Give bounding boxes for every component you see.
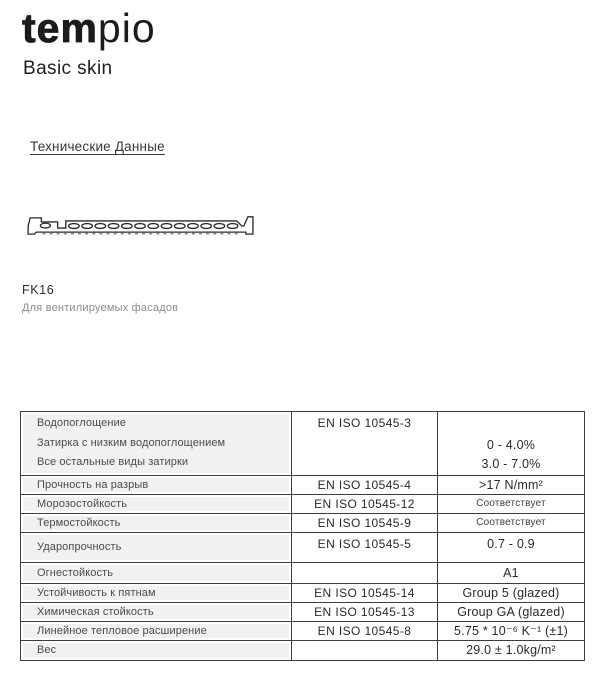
standard-cell bbox=[292, 562, 438, 583]
value-cell bbox=[438, 412, 585, 476]
value-cell: Group 5 (glazed) bbox=[438, 583, 585, 602]
brand-logo bbox=[22, 6, 156, 51]
standard-cell bbox=[292, 640, 438, 660]
property-line: Затирка с низким водопоглощением bbox=[37, 436, 226, 449]
product-line-subtitle: Basic skin bbox=[23, 58, 113, 79]
property-cell: Прочность на разрыв bbox=[21, 475, 292, 494]
value-line: 0 - 4.0% bbox=[486, 437, 536, 452]
table-row bbox=[21, 562, 585, 583]
value-cell: 29.0 ± 1.0kg/m² bbox=[438, 640, 585, 660]
table-row bbox=[21, 640, 585, 660]
property-cell: Устойчивость к пятнам bbox=[21, 583, 292, 602]
property-cell bbox=[21, 412, 292, 476]
value-cell: A1 bbox=[438, 562, 585, 583]
value-line: 3.0 - 7.0% bbox=[481, 457, 541, 471]
table-row bbox=[21, 412, 585, 476]
standard-cell: EN ISO 10545-12 bbox=[292, 494, 438, 513]
standard-cell: EN ISO 10545-4 bbox=[292, 475, 438, 494]
value-line bbox=[438, 416, 584, 436]
table-row bbox=[21, 583, 585, 602]
brand-logo-light-part: pio bbox=[97, 5, 156, 51]
property-cell: Линейное тепловое расширение bbox=[21, 621, 292, 640]
property-cell: Огнестойкость bbox=[21, 562, 292, 583]
property-line: Все остальные виды затирки bbox=[37, 456, 189, 468]
value-cell: Соответствует bbox=[438, 494, 585, 513]
spec-table bbox=[20, 411, 585, 661]
table-row bbox=[21, 532, 585, 562]
standard-cell: EN ISO 10545-14 bbox=[292, 583, 438, 602]
value-cell: >17 N/mm² bbox=[438, 475, 585, 494]
standard-cell: EN ISO 10545-8 bbox=[292, 621, 438, 640]
standard-cell: EN ISO 10545-5 bbox=[292, 532, 438, 562]
property-cell: Ударопрочность bbox=[21, 532, 292, 562]
standard-cell: EN ISO 10545-3 bbox=[292, 412, 438, 476]
standard-cell: EN ISO 10545-9 bbox=[292, 513, 438, 532]
brand-logo-bold-part: tem bbox=[22, 5, 98, 51]
property-cell: Вес bbox=[21, 640, 292, 660]
table-row bbox=[21, 602, 585, 621]
property-cell: Термостойкость bbox=[21, 513, 292, 532]
standard-cell: EN ISO 10545-13 bbox=[292, 602, 438, 621]
property-line: Водопоглощение bbox=[37, 417, 127, 429]
value-cell: Group GA (glazed) bbox=[438, 602, 585, 621]
table-row bbox=[21, 621, 585, 640]
product-code: FK16 bbox=[22, 283, 55, 297]
panel-profile-drawing bbox=[20, 210, 256, 242]
table-row bbox=[21, 475, 585, 494]
value-cell: 0.7 - 0.9 bbox=[438, 532, 585, 562]
table-row bbox=[21, 513, 585, 532]
property-cell: Химическая стойкость bbox=[21, 602, 292, 621]
value-cell: 5.75 * 10⁻⁶ K⁻¹ (±1) bbox=[438, 621, 585, 640]
property-cell: Морозостойкость bbox=[21, 494, 292, 513]
technical-data-heading-link[interactable]: Технические Данные bbox=[30, 139, 165, 154]
product-description: Для вентилируемых фасадов bbox=[22, 302, 179, 314]
table-row bbox=[21, 494, 585, 513]
value-cell: Соответствует bbox=[438, 513, 585, 532]
